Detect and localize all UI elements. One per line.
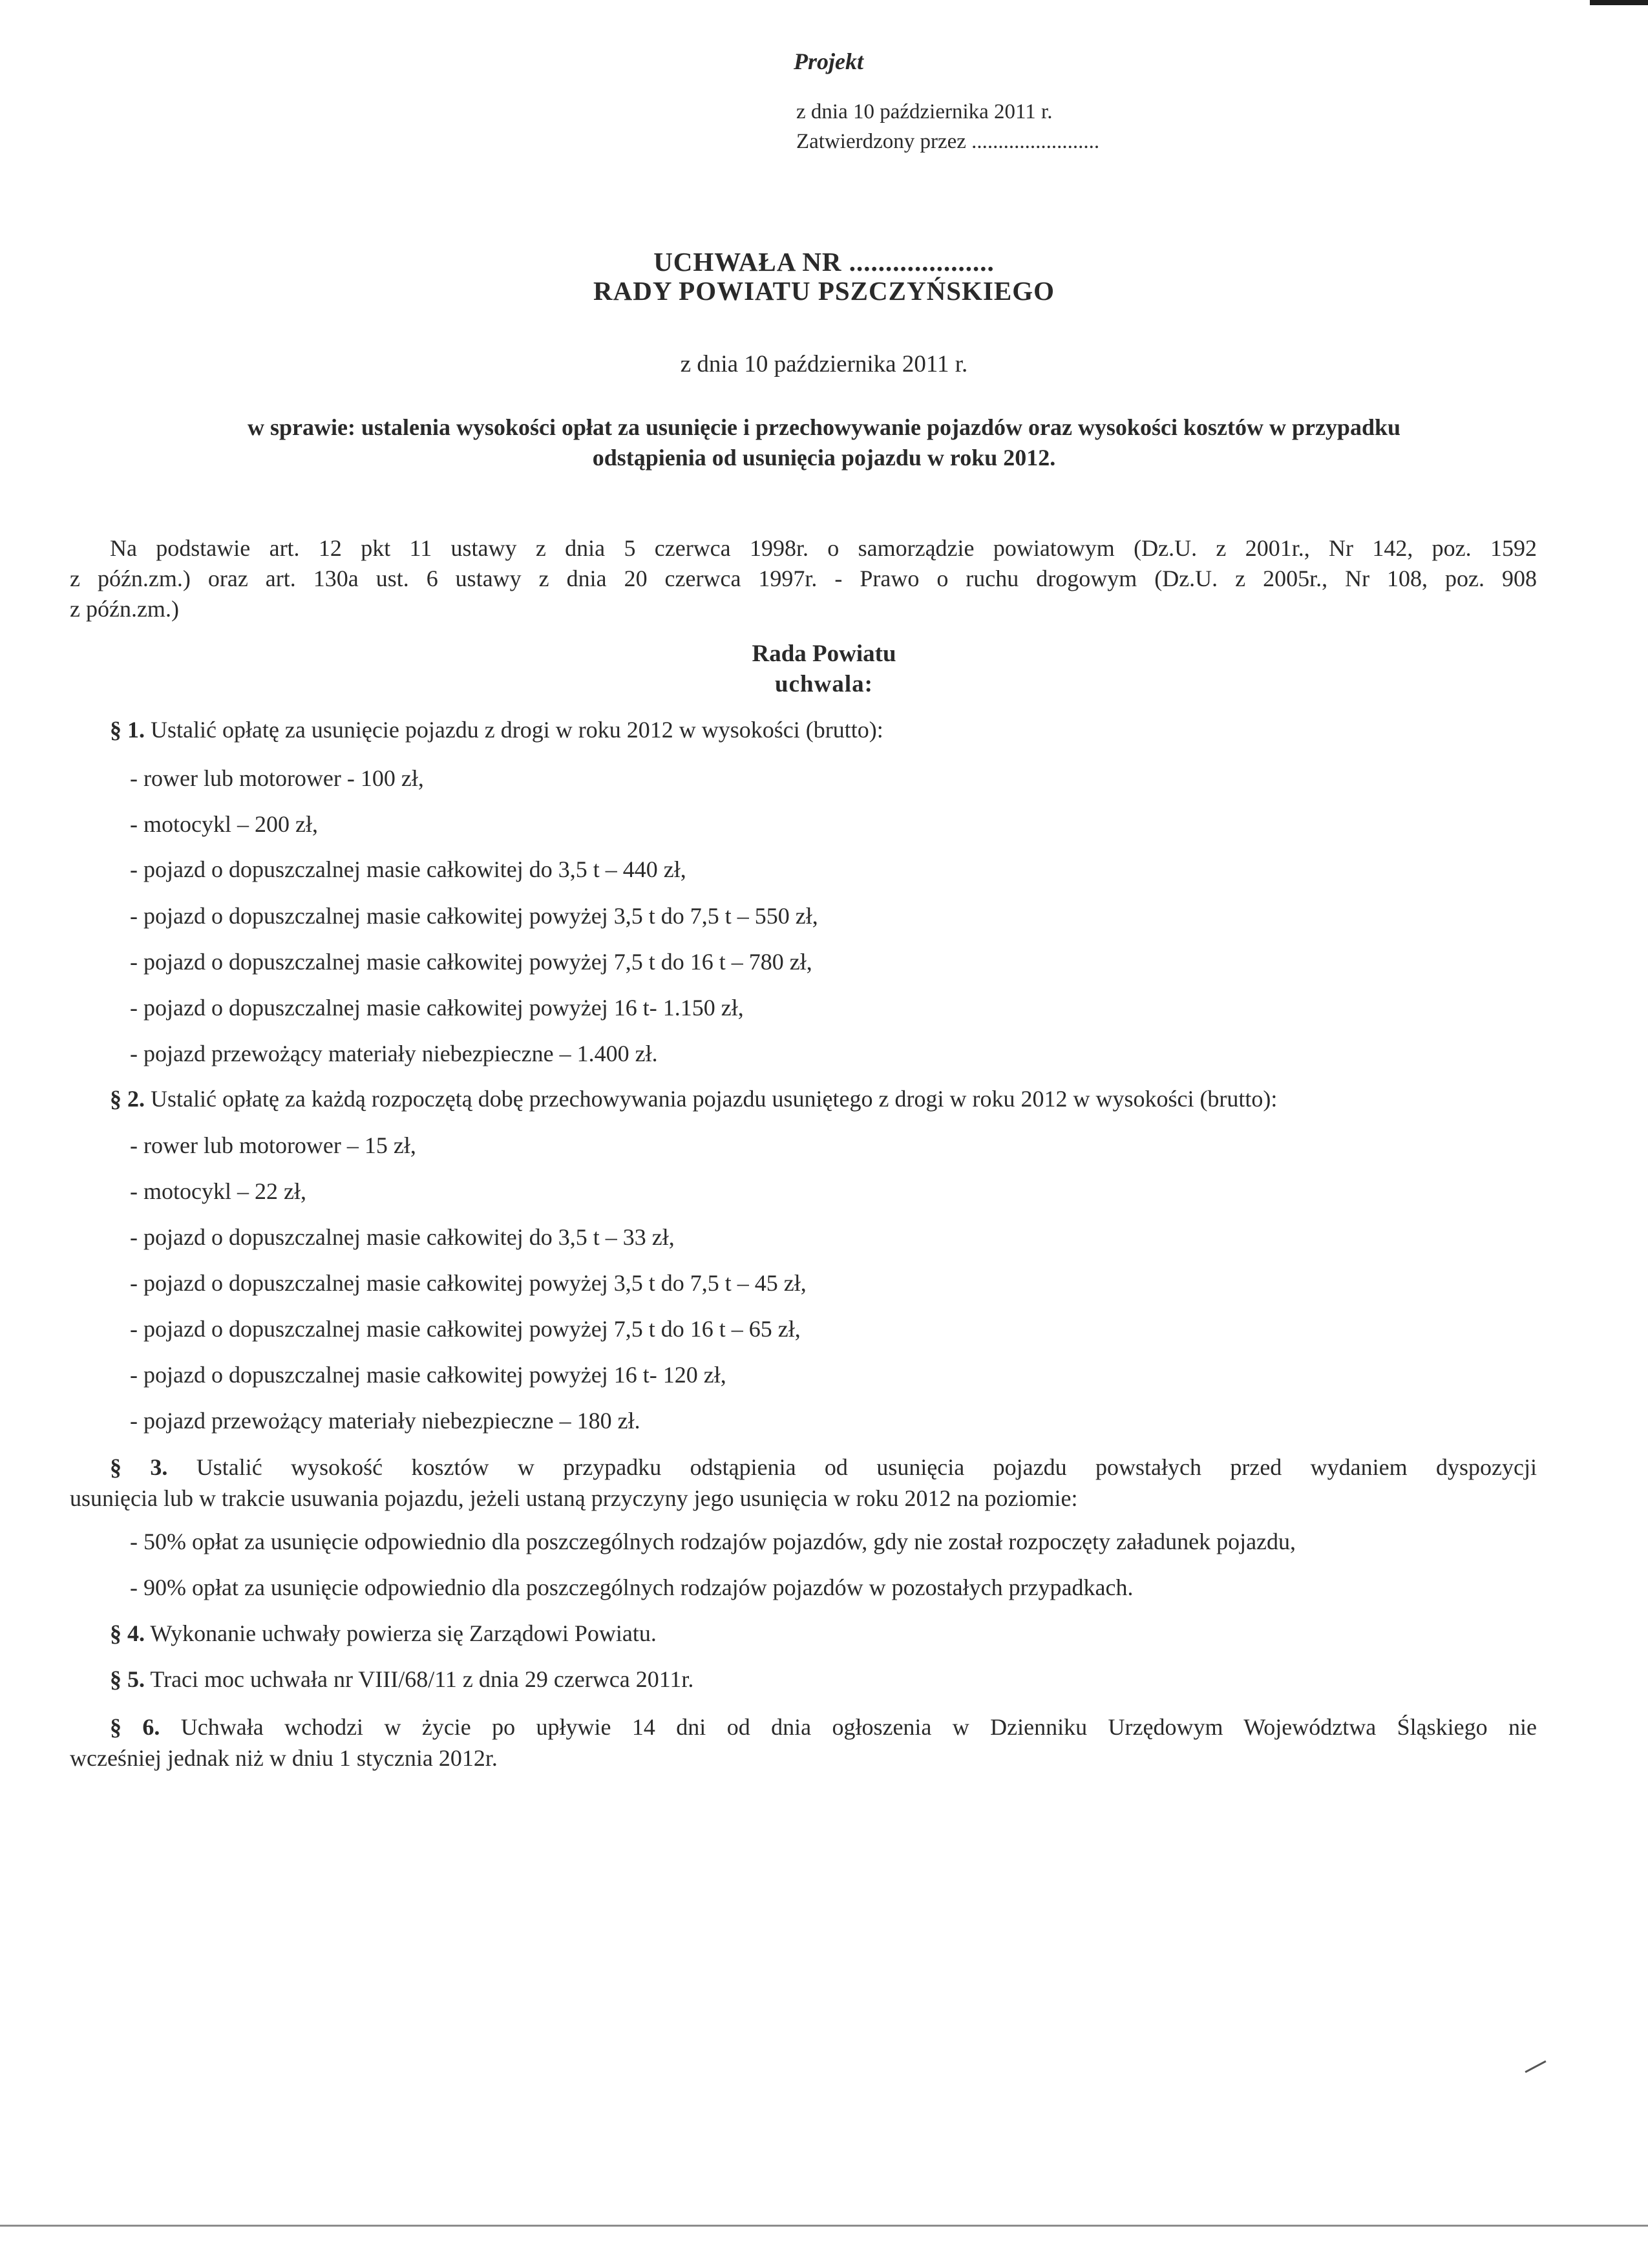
list-item: - pojazd przewożący materiały niebezpieczne – 1.400 zł. [130,1041,658,1066]
list-item: - pojazd o dopuszczalnej masie całkowitej do 3,5 t – 440 zł, [130,856,686,882]
paragraph-2 [110,1085,1277,1113]
legal-basis [70,533,1537,624]
paragraph-1 [110,716,883,744]
list-item: - pojazd o dopuszczalnej masie całkowitej powyżej 16 t- 120 zł, [130,1362,726,1388]
paragraph-number: § 5. [110,1666,145,1692]
paragraph-number: § 3. [110,1454,168,1480]
project-label: Projekt [794,48,863,74]
resolves-heading: uchwala: [775,671,873,697]
council-name-title: RADY POWIATU PSZCZYŃSKIEGO [593,276,1055,306]
approved-by-line: Zatwierdzony przez ........................ [796,130,1100,153]
paragraph-6 [70,1712,1537,1774]
list-item: - rower lub motorower - 100 zł, [130,765,424,791]
paragraph-text: Traci moc uchwała nr VIII/68/11 z dnia 29 czerwca 2011r. [145,1666,694,1692]
resolution-number-title: UCHWAŁA NR .................... [653,247,995,277]
subject-line-2: odstąpienia od usunięcia pojazdu w roku 2012. [592,445,1056,471]
list-item: - pojazd o dopuszczalnej masie całkowitej powyżej 3,5 t do 7,5 t – 550 zł, [130,903,818,929]
scan-bottom-edge [0,2225,1648,2227]
list-item: - rower lub motorower – 15 zł, [130,1132,416,1158]
list-item: - 90% opłat za usunięcie odpowiednio dla poszczególnych rodzajów pojazdów w pozostałych przypadkach. [130,1574,1134,1600]
paragraph-4 [110,1620,657,1648]
paragraph-3 [70,1452,1537,1514]
paragraph-text: Wykonanie uchwały powierza się Zarządowi Powiatu. [145,1620,657,1646]
paragraph-5 [110,1666,693,1693]
list-item: - motocykl – 22 zł, [130,1178,306,1204]
list-item: - motocykl – 200 zł, [130,811,318,837]
paragraph-line [70,1712,1537,1743]
legal-basis-line: Na podstawie art. 12 pkt 11 ustawy z dnia 5 czerwca 1998r. o samorządzie powiatowym (Dz.U. z 2001r., Nr 142, poz. 1592 [110,535,1537,561]
subject-line-1: w sprawie: ustalenia wysokości opłat za usunięcie i przechowywanie pojazdów oraz wysokości kosztów w przypadku [247,414,1401,440]
paragraph-line: wcześniej jednak niż w dniu 1 stycznia 2012r. [70,1745,498,1771]
paragraph-number: § 4. [110,1620,145,1646]
list-item: - pojazd o dopuszczalnej masie całkowitej powyżej 16 t- 1.150 zł, [130,995,744,1021]
legal-basis-line: z późn.zm.) oraz art. 130a ust. 6 ustawy z dnia 20 czerwca 1997r. - Prawo o ruchu drogowym (Dz.U. z 2005r., Nr 108, poz. 908 [70,566,1537,591]
list-item: - pojazd o dopuszczalnej masie całkowitej powyżej 3,5 t do 7,5 t – 45 zł, [130,1270,807,1296]
legal-basis-line: z późn.zm.) [70,596,179,622]
resolution-date: z dnia 10 października 2011 r. [680,351,968,377]
paragraph-line [70,1452,1537,1483]
council-heading: Rada Powiatu [752,641,896,667]
paragraph-number: § 6. [110,1714,160,1740]
list-item: - pojazd o dopuszczalnej masie całkowitej do 3,5 t – 33 zł, [130,1224,675,1250]
paragraph-number: § 2. [110,1086,145,1112]
scan-edge-mark [1590,0,1648,5]
list-item: - 50% opłat za usunięcie odpowiednio dla poszczególnych rodzajów pojazdów, gdy nie został rozpoczęty załadunek pojazdu, [130,1529,1296,1554]
paragraph-text: Ustalić opłatę za każdą rozpoczętą dobę przechowywania pojazdu usuniętego z drogi w roku 2012 w wysokości (brutto): [145,1086,1278,1112]
header-date: z dnia 10 października 2011 r. [796,100,1053,123]
list-item: - pojazd o dopuszczalnej masie całkowitej powyżej 7,5 t do 16 t – 780 zł, [130,949,812,975]
paragraph-text: Ustalić wysokość kosztów w przypadku odstąpienia od usunięcia pojazdu powstałych przed wydaniem dyspozycji [167,1454,1537,1480]
list-item: - pojazd przewożący materiały niebezpieczne – 180 zł. [130,1408,640,1434]
paragraph-line: usunięcia lub w trakcie usuwania pojazdu, jeżeli ustaną przyczyny jego usunięcia w roku 2012 na poziomie: [70,1485,1078,1511]
list-item: - pojazd o dopuszczalnej masie całkowitej powyżej 7,5 t do 16 t – 65 zł, [130,1316,801,1342]
paragraph-number: § 1. [110,717,145,743]
pen-stroke-mark [1525,2061,1546,2073]
paragraph-text: Ustalić opłatę za usunięcie pojazdu z drogi w roku 2012 w wysokości (brutto): [145,717,883,743]
paragraph-text: Uchwała wchodzi w życie po upływie 14 dni od dnia ogłoszenia w Dzienniku Urzędowym Województwa Śląskiego nie [160,1714,1537,1740]
